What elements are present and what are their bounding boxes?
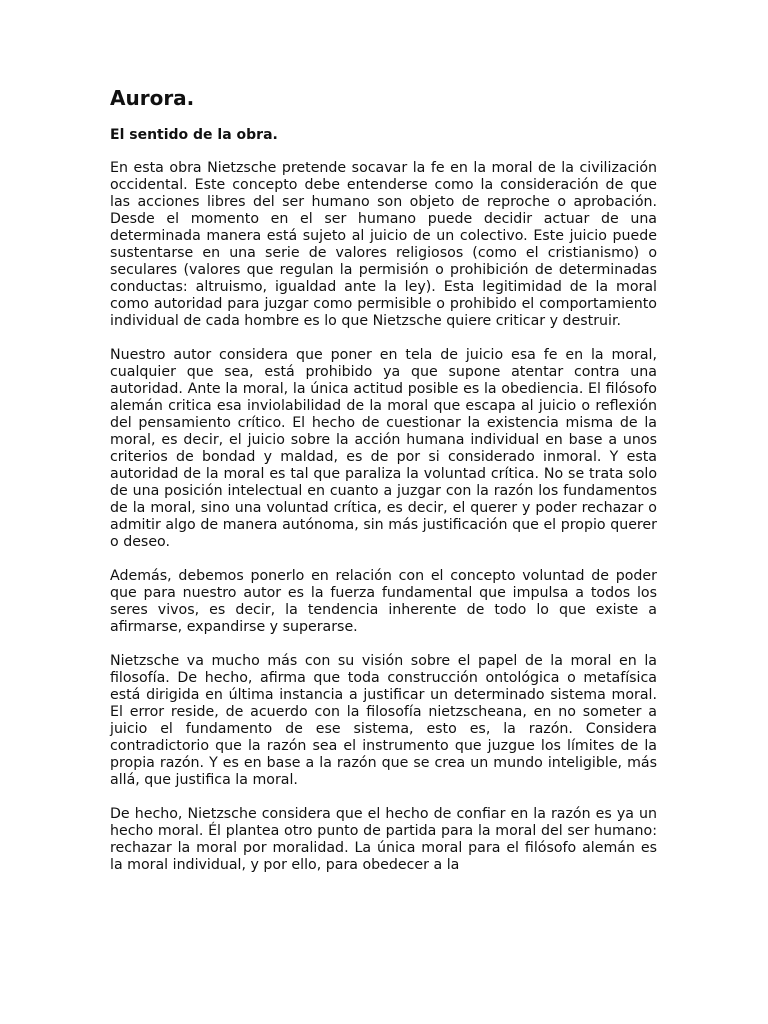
paragraph-1: En esta obra Nietzsche pretende socavar la fe en la moral de la civilización occidental. Este concepto debe entenderse como la consideración de que las acciones libres del ser humano son objeto de reproche o aprobación. Desde el momento en el ser humano puede decidir actuar de una determinada manera está sujeto al juicio de un colectivo. Este juicio puede sustentarse en una serie de valores religiosos (como el cristianismo) o seculares (valores que regulan la permisión o prohibición de determinadas conductas: altruismo, igualdad ante la ley). Esta legitimidad de la moral como autoridad para juzgar como permisible o prohibido el comportamiento individual de cada hombre es lo que Nietzsche quiere criticar y destruir.: [110, 160, 657, 329]
paragraph-3: Además, debemos ponerlo en relación con el concepto voluntad de poder que para nuestro autor es la fuerza fundamental que impulsa a todos los seres vivos, es decir, la tendencia inherente de todo lo que existe a afirmarse, expandirse y superarse.: [110, 568, 657, 635]
paragraph-5: De hecho, Nietzsche considera que el hecho de confiar en la razón es ya un hecho moral. Él plantea otro punto de partida para la moral del ser humano: rechazar la moral por moralidad. La única moral para el filósofo alemán es la moral individual, y por ello, para obedecer a la: [110, 806, 657, 873]
document-page: [110, 84, 657, 891]
paragraph-4: Nietzsche va mucho más con su visión sobre el papel de la moral en la filosofía. De hecho, afirma que toda construcción ontológica o metafísica está dirigida en última instancia a justificar un determinado sistema moral. El error reside, de acuerdo con la filosofía nietzscheana, en no someter a juicio el fundamento de ese sistema, esto es, la razón. Considera contradictorio que la razón sea el instrumento que juzgue los límites de la propia razón. Y es en base a la razón que se crea un mundo inteligible, más allá, que justifica la moral.: [110, 653, 657, 788]
section-subtitle: El sentido de la obra.: [110, 127, 278, 143]
paragraph-2: Nuestro autor considera que poner en tela de juicio esa fe en la moral, cualquier que sea, está prohibido ya que supone atentar contra una autoridad. Ante la moral, la única actitud posible es la obediencia. El filósofo alemán critica esa inviolabilidad de la moral que escapa al juicio o reflexión del pensamiento crítico. El hecho de cuestionar la existencia misma de la moral, es decir, el juicio sobre la acción humana individual en base a unos criterios de bondad y maldad, es de por si considerado inmoral. Y esta autoridad de la moral es tal que paraliza la voluntad crítica. No se trata solo de una posición intelectual en cuanto a juzgar con la razón los fundamentos de la moral, sino una voluntad crítica, es decir, el querer y poder rechazar o admitir algo de manera autónoma, sin más justificación que el propio querer o deseo.: [110, 347, 657, 550]
document-title: Aurora.: [110, 86, 195, 110]
